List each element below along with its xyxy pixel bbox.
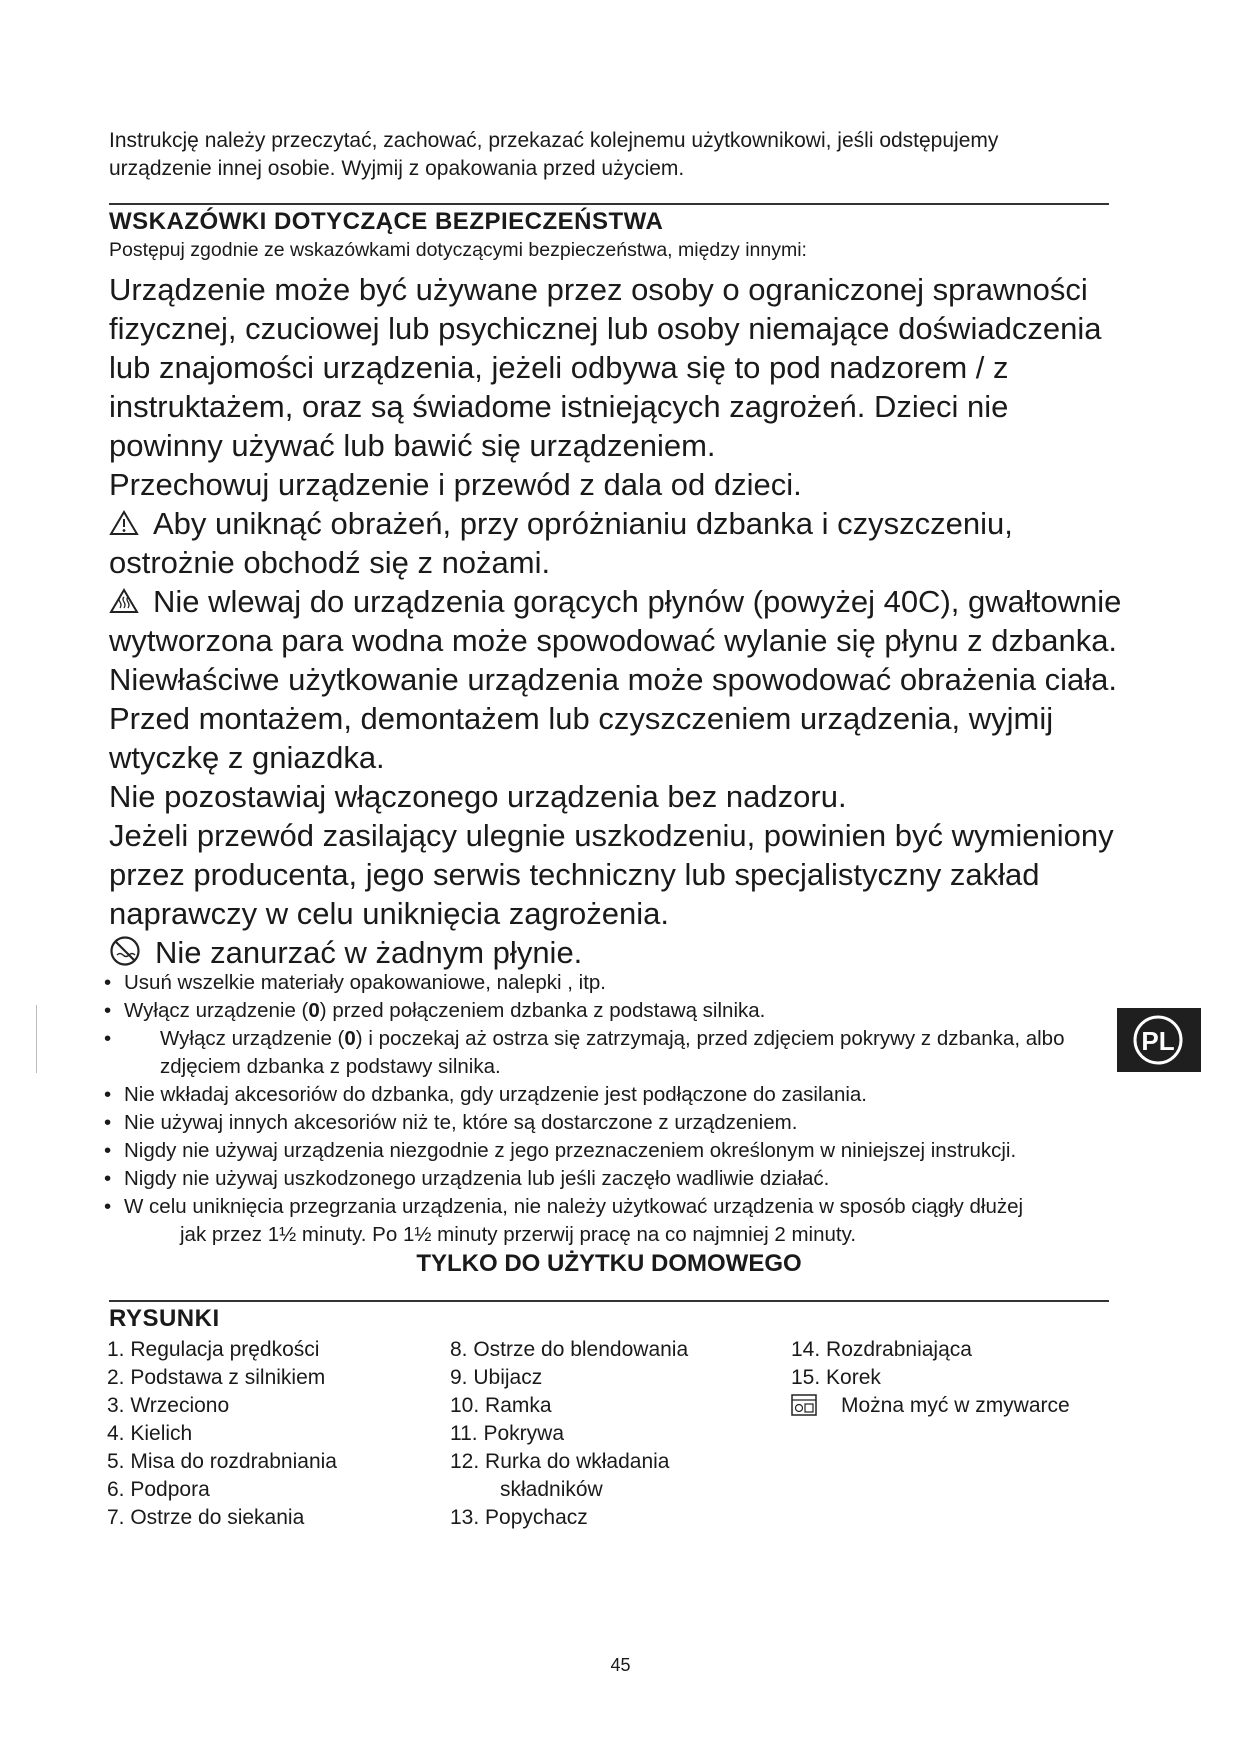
list-item: 4. Kielich <box>107 1422 193 1445</box>
page-number: 45 <box>610 1655 631 1675</box>
dishwasher-icon <box>791 1394 817 1416</box>
safety-p5: Niewłaściwe użytkowanie urządzenia może spowodować obrażenia ciała. <box>109 662 1118 697</box>
figures-column-2 <box>450 1336 688 1532</box>
figures-heading: RYSUNKI <box>109 1305 220 1332</box>
bullet-text: ) i poczekaj aż ostrza się zatrzymają, przed zdjęciem pokrywy z dzbanka, albo <box>355 1027 1065 1050</box>
list-item: 6. Podpora <box>107 1478 210 1501</box>
list-item: 5. Misa do rozdrabniania <box>107 1450 337 1473</box>
bullet-item <box>104 1109 1104 1137</box>
bullet-text: Nigdy nie używaj urządzenia niezgodnie z jego przeznaczeniem określonym w niniejszej instrukcji. <box>124 1139 1017 1162</box>
language-code: PL <box>1141 1026 1175 1056</box>
list-item: 15. Korek <box>791 1366 881 1389</box>
bullet-item <box>104 969 1104 997</box>
intro-text <box>109 127 1009 183</box>
figures-column-3 <box>791 1336 1070 1420</box>
safety-p8: Jeżeli przewód zasilający ulegnie uszkodzeniu, powinien być wymieniony przez producenta, jego serwis techniczny lub specjalistyczny zakład naprawczy w celu uniknięcia zagrożenia. <box>109 818 1114 931</box>
safety-p3 <box>109 504 1129 582</box>
safety-bullet-list <box>104 969 1104 1249</box>
list-item: składników <box>500 1478 603 1501</box>
safety-p2: Przechowuj urządzenie i przewód z dala od dzieci. <box>109 467 802 502</box>
divider-figures <box>109 1300 1109 1302</box>
list-item: 1. Regulacja prędkości <box>107 1338 320 1361</box>
bullet-item <box>104 1193 1104 1249</box>
margin-mark <box>36 1005 37 1073</box>
hot-surface-warning-icon <box>109 588 139 614</box>
bullet-text: Nigdy nie używaj uszkodzonego urządzenia lub jeśli zaczęło wadliwie działać. <box>124 1167 830 1190</box>
list-item: 8. Ostrze do blendowania <box>450 1338 689 1361</box>
list-item: 14. Rozdrabniająca <box>791 1338 972 1361</box>
off-position: 0 <box>308 999 320 1022</box>
bullet-text: Wyłącz urządzenie ( <box>160 1027 345 1050</box>
safety-p7: Nie pozostawiaj włączonego urządzenia bez nadzoru. <box>109 779 847 814</box>
safety-p4-text: Nie wlewaj do urządzenia gorących płynów (powyżej 40C), gwałtownie wytworzona para wodna może spowodować wylanie się płynu z dzbanka. <box>109 584 1122 658</box>
bullet-text: Nie wkładaj akcesoriów do dzbanka, gdy urządzenie jest podłączone do zasilania. <box>124 1083 867 1106</box>
bullet-item <box>104 1137 1104 1165</box>
safety-heading: WSKAZÓWKI DOTYCZĄCE BEZPIECZEŃSTWA <box>109 208 664 235</box>
dishwasher-label: Można myć w zmywarce <box>841 1394 1070 1417</box>
bullet-text-continued: zdjęciem dzbanka z podstawy silnika. <box>160 1055 501 1078</box>
safety-p9 <box>109 933 1129 972</box>
safety-p1: Urządzenie może być używane przez osoby o ograniczonej sprawności fizycznej, czuciowej lub psychicznej lub osoby niemające doświadczenia lub znajomości urządzenia, jeżeli odbywa się to pod nadzorem / z instruktażem, oraz są świadome istniejących zagrożeń. Dzieci nie powinny używać lub bawić się urządzeniem. <box>109 272 1102 463</box>
list-item: 10. Ramka <box>450 1394 552 1417</box>
bullet-item <box>104 1081 1104 1109</box>
list-item: 2. Podstawa z silnikiem <box>107 1366 326 1389</box>
bullet-text: Usuń wszelkie materiały opakowaniowe, nalepki , itp. <box>124 971 606 994</box>
do-not-immerse-icon <box>109 935 141 967</box>
bullet-item <box>104 997 1104 1025</box>
off-position: 0 <box>344 1027 356 1050</box>
list-item: 3. Wrzeciono <box>107 1394 230 1417</box>
bullet-text: ) przed połączeniem dzbanka z podstawą silnika. <box>319 999 766 1022</box>
divider-safety <box>109 203 1109 205</box>
language-badge <box>1117 1008 1201 1072</box>
list-item: 12. Rurka do wkładania <box>450 1450 670 1473</box>
bullet-text: Nie używaj innych akcesoriów niż te, które są dostarczone z urządzeniem. <box>124 1111 798 1134</box>
list-item: 13. Popychacz <box>450 1506 588 1529</box>
list-item: 7. Ostrze do siekania <box>107 1506 305 1529</box>
bullet-item <box>104 1165 1104 1193</box>
safety-p6: Przed montażem, demontażem lub czyszczeniem urządzenia, wyjmij wtyczkę z gniazdka. <box>109 701 1054 775</box>
safety-p9-text: Nie zanurzać w żadnym płynie. <box>155 935 583 970</box>
bullet-text: Wyłącz urządzenie ( <box>124 999 309 1022</box>
bullet-item <box>104 1025 1104 1081</box>
warning-icon <box>109 510 139 536</box>
dishwasher-safe-item <box>791 1392 1070 1420</box>
bullet-text: W celu uniknięcia przegrzania urządzenia, nie należy użytkować urządzenia w sposób ciągły dłużej <box>124 1195 1024 1218</box>
household-use-heading: TYLKO DO UŻYTKU DOMOWEGO <box>416 1250 802 1277</box>
language-badge-graphic <box>1117 1008 1201 1072</box>
safety-p3-text: Aby uniknąć obrażeń, przy opróżnianiu dzbanka i czyszczeniu, ostrożnie obchodź się z nożami. <box>109 506 1013 580</box>
list-item: 9. Ubijacz <box>450 1366 543 1389</box>
list-item: 11. Pokrywa <box>450 1422 564 1445</box>
safety-p4 <box>109 582 1129 660</box>
safety-subtitle: Postępuj zgodnie ze wskazówkami dotyczącymi bezpieczeństwa, między innymi: <box>109 239 807 261</box>
figures-column-1 <box>107 1336 337 1532</box>
bullet-text-continued: jak przez 1½ minuty. Po 1½ minuty przerwij pracę na co najmniej 2 minuty. <box>180 1223 857 1246</box>
intro-line-2: urządzenie innej osobie. Wyjmij z opakowania przed użyciem. <box>109 157 685 180</box>
safety-paragraphs <box>109 270 1129 972</box>
intro-line-1: Instrukcję należy przeczytać, zachować, przekazać kolejnemu użytkownikowi, jeśli odstępujemy <box>109 129 999 152</box>
